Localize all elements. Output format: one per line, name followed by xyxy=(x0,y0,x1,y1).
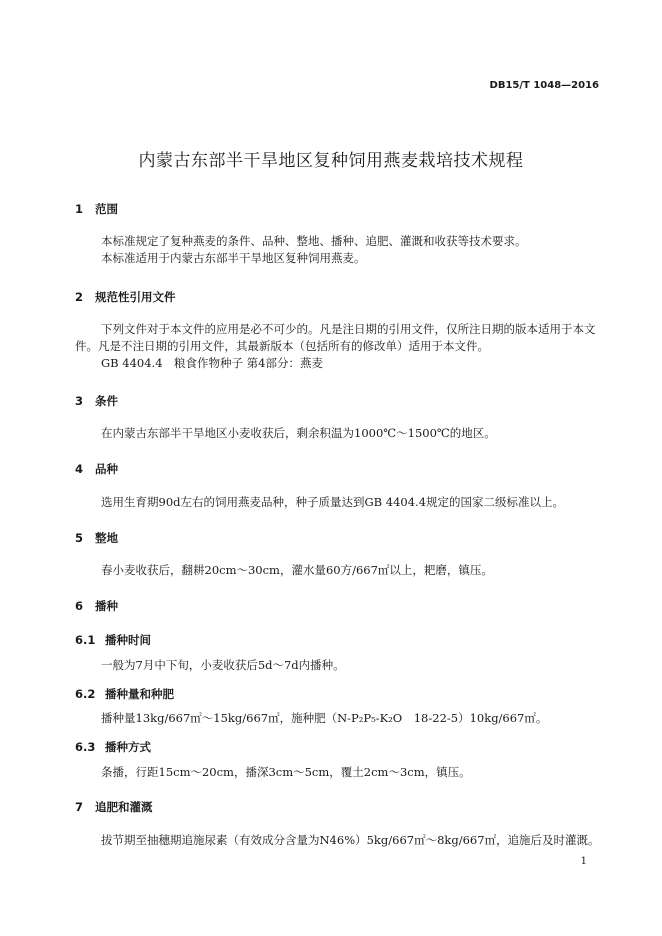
page-number: 1 xyxy=(580,856,587,867)
section-heading-4 xyxy=(75,461,118,477)
section-number: 3 xyxy=(75,394,84,408)
subsection-number: 6.2 xyxy=(75,687,96,701)
subsection-heading-6-2 xyxy=(75,686,174,702)
subsection-title: 播种方式 xyxy=(105,740,151,754)
paragraph: 拔节期至抽穗期追施尿素（有效成分含量为N46%）5kg/667㎡～8kg/667㎡，追施后及时灌溉。 xyxy=(101,833,600,847)
section-heading-5 xyxy=(75,530,118,546)
section-title: 品种 xyxy=(95,462,118,476)
subsection-title: 播种时间 xyxy=(105,633,151,647)
subsection-number: 6.1 xyxy=(75,633,96,647)
section-title: 范围 xyxy=(95,202,118,216)
section-heading-6 xyxy=(75,598,118,614)
section-heading-1 xyxy=(75,201,118,217)
paragraph: 下列文件对于本文件的应用是必不可少的。凡是注日期的引用文件，仅所注日期的版本适用于本文 xyxy=(101,322,596,336)
section-heading-7 xyxy=(75,799,153,815)
normative-reference: GB 4404.4 粮食作物种子 第4部分：燕麦 xyxy=(101,356,324,370)
section-number: 2 xyxy=(75,290,84,304)
paragraph: 春小麦收获后，翻耕20cm～30cm，灌水量60方/667㎡以上，耙磨，镇压。 xyxy=(101,563,493,577)
section-heading-3 xyxy=(75,393,118,409)
section-number: 4 xyxy=(75,462,84,476)
paragraph: 条播，行距15cm～20cm，播深3cm～5cm，覆土2cm～3cm，镇压。 xyxy=(101,765,471,779)
paragraph: 选用生育期90d左右的饲用燕麦品种，种子质量达到GB 4404.4规定的国家二级标准以上。 xyxy=(101,495,565,509)
section-title: 追肥和灌溉 xyxy=(95,800,153,814)
paragraph: 本标准规定了复种燕麦的条件、品种、整地、播种、追肥、灌溉和收获等技术要求。 xyxy=(101,234,527,248)
section-title: 整地 xyxy=(95,531,118,545)
section-number: 6 xyxy=(75,599,84,613)
paragraph: 件。凡是不注日期的引用文件，其最新版本（包括所有的修改单）适用于本文件。 xyxy=(75,339,489,353)
paragraph: 本标准适用于内蒙古东部半干旱地区复种饲用燕麦。 xyxy=(101,251,366,265)
document-title: 内蒙古东部半干旱地区复种饲用燕麦栽培技术规程 xyxy=(138,151,524,171)
subsection-heading-6-3 xyxy=(75,739,151,755)
subsection-number: 6.3 xyxy=(75,740,96,754)
subsection-title: 播种量和种肥 xyxy=(105,687,174,701)
document-number: DB15/T 1048—2016 xyxy=(489,80,599,91)
section-title: 条件 xyxy=(95,394,118,408)
section-title: 播种 xyxy=(95,599,118,613)
paragraph: 在内蒙古东部半干旱地区小麦收获后，剩余积温为1000℃～1500℃的地区。 xyxy=(101,426,496,440)
section-heading-2 xyxy=(75,289,176,305)
subsection-heading-6-1 xyxy=(75,632,151,648)
section-number: 7 xyxy=(75,800,84,814)
paragraph: 播种量13kg/667㎡～15kg/667㎡，施种肥（N-P₂P₅-K₂O 18-22-5）10kg/667㎡。 xyxy=(101,711,548,725)
section-title: 规范性引用文件 xyxy=(95,290,176,304)
paragraph: 一般为7月中下旬，小麦收获后5d～7d内播种。 xyxy=(101,658,345,672)
section-number: 1 xyxy=(75,202,84,216)
section-number: 5 xyxy=(75,531,84,545)
